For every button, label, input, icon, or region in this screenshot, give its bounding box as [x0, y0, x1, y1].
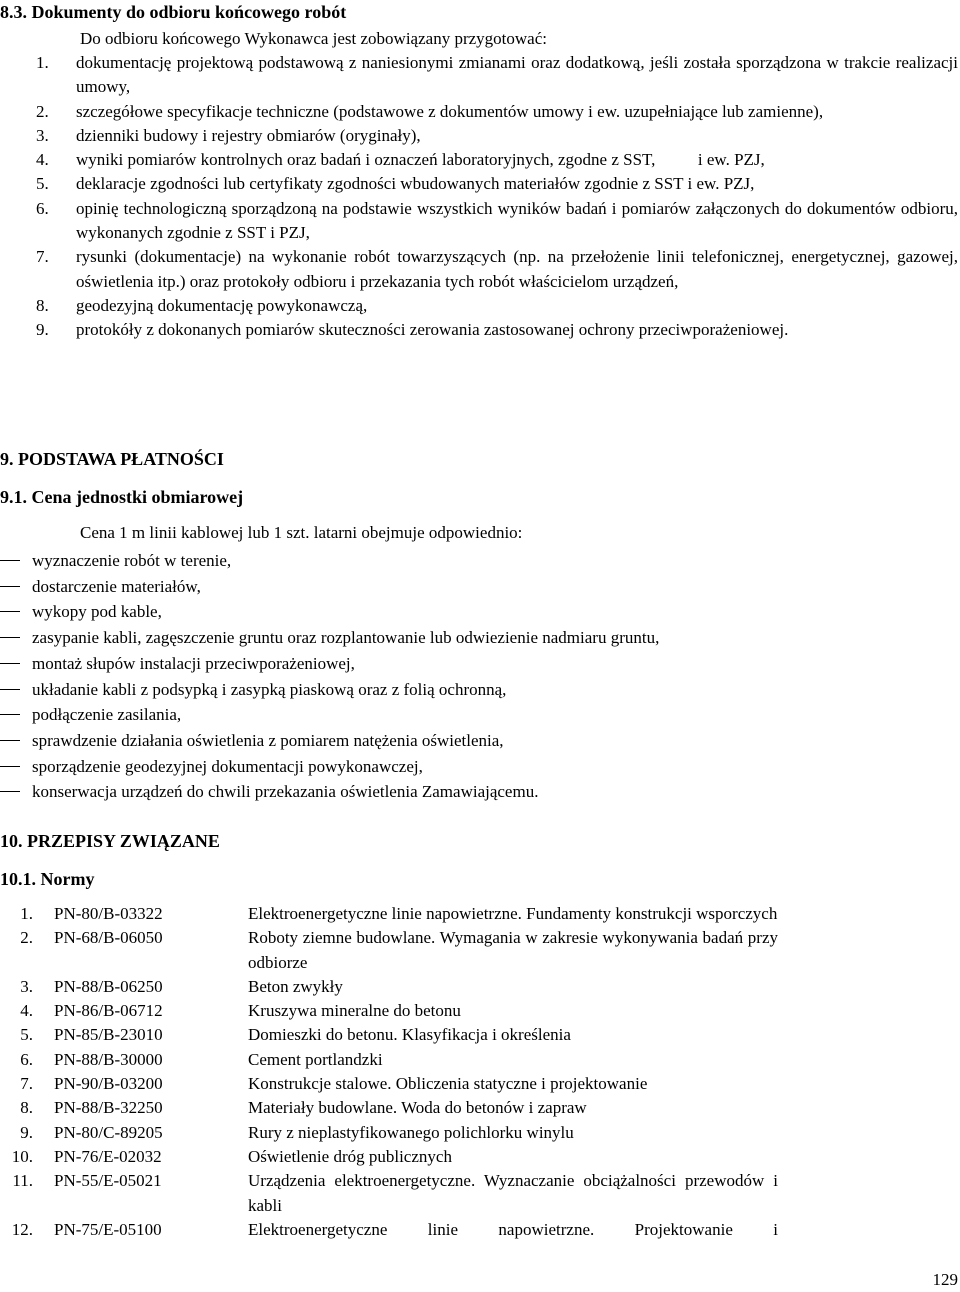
norm-description: Elektroenergetyczne linie napowietrzne. Projektowanie i — [248, 1219, 778, 1239]
norm-number: 8. — [20, 1098, 33, 1118]
norm-description: Cement portlandzki — [248, 1049, 383, 1069]
norm-description: Roboty ziemne budowlane. Wymagania w zakresie wykonywania badań przy odbiorze — [248, 928, 778, 972]
list-number: 6. — [36, 198, 49, 218]
dash-bullet-icon — [0, 766, 20, 767]
dash-bullet-icon — [0, 663, 20, 664]
list-item — [0, 728, 960, 754]
section-10-heading: 10. PRZEPISY ZWIĄZANE — [0, 831, 220, 851]
norm-code: PN-76/E-02032 — [54, 1146, 162, 1166]
list-text: opinię technologiczną sporządzoną na podstawie wszystkich wyników badań i pomiarów załączonych do dokumentów odbioru, wykonanych zgodnie z SST i PZJ, — [76, 198, 958, 243]
list-number: 9. — [36, 320, 49, 340]
section-8-3-heading: 8.3. Dokumenty do odbioru końcowego robót — [0, 2, 347, 22]
norm-row — [0, 1121, 960, 1145]
norm-number: 11. — [12, 1171, 33, 1191]
list-text: montaż słupów instalacji przeciwporażeniowej, — [32, 653, 355, 673]
page-number: 129 — [932, 1270, 958, 1289]
list-text: sporządzenie geodezyjnej dokumentacji powykonawczej, — [32, 756, 423, 776]
norm-description: Domieszki do betonu. Klasyfikacja i określenia — [248, 1025, 571, 1045]
norm-code: PN-88/B-06250 — [54, 976, 163, 996]
dash-bullet-icon — [0, 560, 20, 561]
norm-description: Kruszywa mineralne do betonu — [248, 1001, 461, 1021]
norms-list — [0, 902, 960, 1242]
norm-number: 3. — [20, 976, 33, 996]
list-item — [0, 625, 960, 651]
list-text: podłączenie zasilania, — [32, 705, 182, 725]
norm-row — [0, 1096, 960, 1120]
norm-number: 5. — [20, 1025, 33, 1045]
list-text: układanie kabli z podsypką i zasypką piaskową oraz z folią ochronną, — [32, 679, 507, 699]
norm-code: PN-68/B-06050 — [54, 928, 163, 948]
norm-description: Beton zwykły — [248, 976, 343, 996]
list-item — [36, 318, 958, 342]
norm-number: 7. — [20, 1074, 33, 1094]
payment-scope-list — [0, 548, 960, 805]
norm-number: 1. — [20, 904, 33, 923]
norm-description: Konstrukcje stalowe. Obliczenia statyczne i projektowanie — [248, 1074, 648, 1094]
list-item — [36, 294, 958, 318]
documents-list — [36, 51, 958, 343]
norm-code: PN-85/B-23010 — [54, 1025, 163, 1045]
norm-number: 12. — [11, 1219, 33, 1239]
norm-row — [0, 1072, 960, 1096]
norm-number: 2. — [20, 928, 33, 948]
list-number: 5. — [36, 174, 49, 194]
list-text: dokumentację projektową podstawową z naniesionymi zmianami oraz dodatkową, jeśli została sporządzona w trakcie realizacji umowy, — [76, 53, 958, 97]
norm-code: PN-90/B-03200 — [54, 1074, 163, 1094]
list-text: geodezyjną dokumentację powykonawczą, — [76, 295, 368, 315]
section-10-1-heading: 10.1. Normy — [0, 869, 95, 889]
list-text: wyznaczenie robót w terenie, — [32, 551, 232, 570]
list-number: 8. — [36, 295, 49, 315]
norm-description: Materiały budowlane. Woda do betonów i zapraw — [248, 1098, 587, 1118]
norm-code: PN-88/B-32250 — [54, 1098, 163, 1118]
list-number: 7. — [36, 247, 49, 267]
dash-bullet-icon — [0, 611, 20, 612]
list-item — [36, 124, 958, 148]
norm-code: PN-80/C-89205 — [54, 1122, 163, 1142]
list-text: rysunki (dokumentacje) na wykonanie robót towarzyszących (np. na przełożenie linii telefonicznej, energetycznej, gazowej, oświetlenia itp.) oraz protokoły odbioru i przekazania tych robót właścicielom urządzeń, — [76, 247, 958, 291]
norm-row — [0, 1145, 960, 1169]
list-text: dostarczenie materiałów, — [32, 576, 201, 596]
list-item — [0, 651, 960, 677]
dash-bullet-icon — [0, 714, 20, 715]
norm-row — [0, 975, 960, 999]
norm-row — [0, 999, 960, 1023]
norm-code: PN-55/E-05021 — [54, 1171, 162, 1191]
list-item — [0, 548, 960, 574]
list-number: 1. — [36, 53, 49, 72]
norm-number: 4. — [20, 1001, 33, 1021]
list-item — [0, 779, 960, 805]
dash-bullet-icon — [0, 637, 20, 638]
norm-row — [0, 926, 960, 975]
list-item — [0, 677, 960, 703]
dash-bullet-icon — [0, 689, 20, 690]
norm-row — [0, 902, 960, 926]
section-8-3-intro: Do odbioru końcowego Wykonawca jest zobowiązany przygotować: — [80, 29, 547, 48]
norm-number: 9. — [20, 1122, 33, 1142]
list-text: wykopy pod kable, — [32, 602, 162, 622]
list-text: szczegółowe specyfikacje techniczne (podstawowe z dokumentów umowy i ew. uzupełniające lub zamienne), — [76, 101, 824, 121]
list-text: sprawdzenie działania oświetlenia z pomiarem natężenia oświetlenia, — [32, 730, 504, 750]
list-text: zasypanie kabli, zagęszczenie gruntu oraz rozplantowanie lub odwiezienie nadmiaru gruntu, — [32, 628, 660, 648]
norm-row — [0, 1169, 960, 1218]
norm-description: Urządzenia elektroenergetyczne. Wyznaczanie obciążalności przewodów i kabli — [248, 1171, 778, 1215]
norm-row — [0, 1218, 960, 1242]
norm-row — [0, 1023, 960, 1047]
list-item — [0, 754, 960, 780]
norm-code: PN-86/B-06712 — [54, 1001, 163, 1021]
list-text: wyniki pomiarów kontrolnych oraz badań i oznaczeń laboratoryjnych, zgodne z SST, i ew. PZJ, — [76, 150, 765, 170]
norm-code: PN-80/B-03322 — [54, 904, 163, 923]
list-item — [36, 51, 958, 100]
norm-number: 6. — [20, 1049, 33, 1069]
list-item — [36, 172, 958, 196]
list-item — [0, 702, 960, 728]
norm-row — [0, 1048, 960, 1072]
dash-bullet-icon — [0, 740, 20, 741]
norm-description: Oświetlenie dróg publicznych — [248, 1146, 452, 1166]
section-9-heading: 9. PODSTAWA PŁATNOŚCI — [0, 449, 224, 469]
list-text: konserwacja urządzeń do chwili przekazania oświetlenia Zamawiającemu. — [32, 782, 539, 802]
list-item — [0, 574, 960, 600]
list-number: 2. — [36, 101, 49, 121]
norm-number: 10. — [11, 1146, 33, 1166]
norm-code: PN-88/B-30000 — [54, 1049, 163, 1069]
list-text: dzienniki budowy i rejestry obmiarów (oryginały), — [76, 125, 421, 145]
list-item — [0, 599, 960, 625]
list-item — [36, 100, 958, 124]
norm-description: Rury z nieplastyfikowanego polichlorku winylu — [248, 1122, 574, 1142]
list-text: deklaracje zgodności lub certyfikaty zgodności wbudowanych materiałów zgodnie z SST i ew. PZJ, — [76, 174, 755, 194]
list-number: 3. — [36, 125, 49, 145]
norm-description: Elektroenergetyczne linie napowietrzne. Fundamenty konstrukcji wsporczych — [248, 904, 778, 923]
section-9-1-heading: 9.1. Cena jednostki obmiarowej — [0, 487, 244, 507]
list-item — [36, 197, 958, 246]
list-item — [36, 148, 958, 172]
dash-bullet-icon — [0, 791, 20, 792]
dash-bullet-icon — [0, 586, 20, 587]
section-9-1-intro: Cena 1 m linii kablowej lub 1 szt. latarni obejmuje odpowiednio: — [80, 523, 523, 542]
list-text: protokóły z dokonanych pomiarów skuteczności zerowania zastosowanej ochrony przeciwporażeniowej. — [76, 320, 789, 340]
norm-code: PN-75/E-05100 — [54, 1219, 162, 1239]
list-number: 4. — [36, 150, 49, 170]
list-item — [36, 245, 958, 294]
